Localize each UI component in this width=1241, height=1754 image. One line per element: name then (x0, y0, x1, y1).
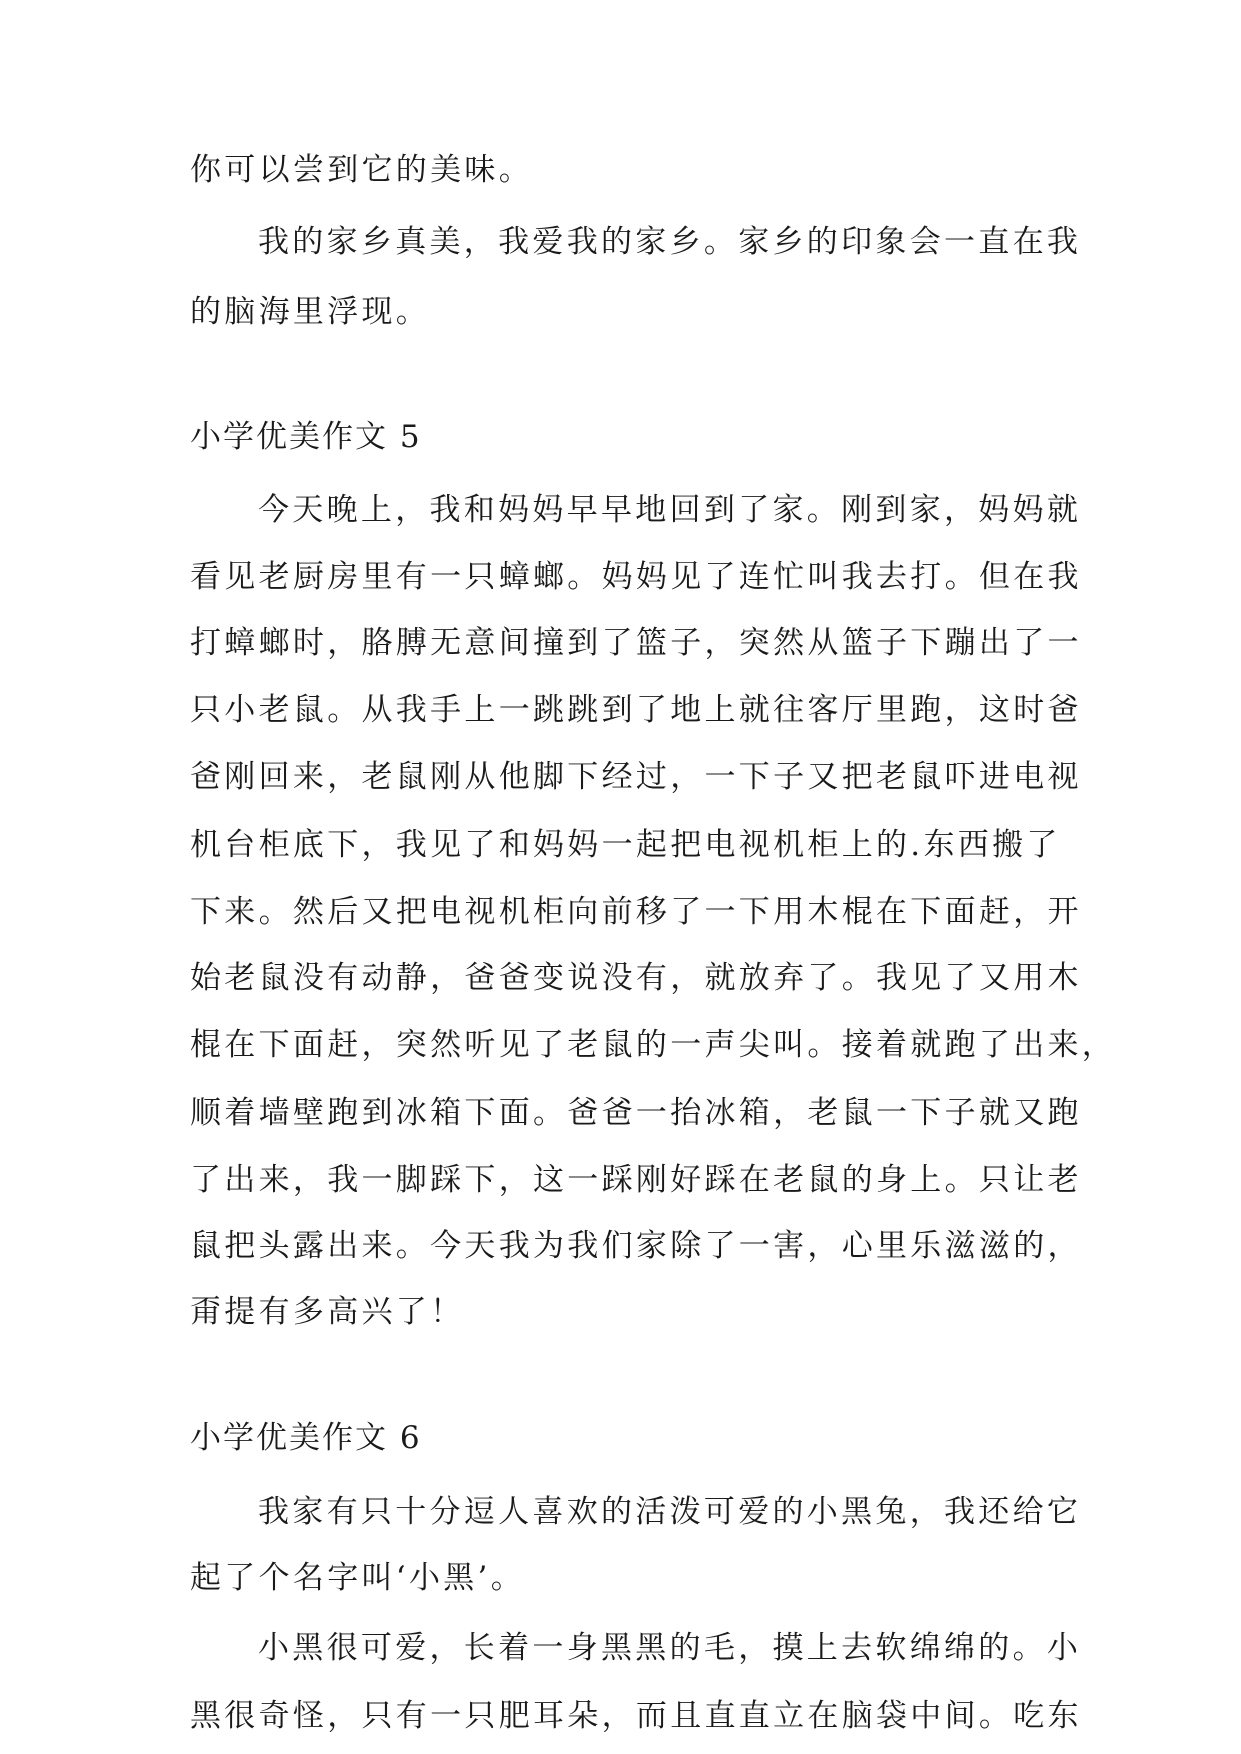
text-line: 你可以尝到它的美味。 (190, 152, 533, 188)
text-line: 起了个名字叫‘小黑’。 (190, 1560, 526, 1596)
text-line: 鼠把头露出来。今天我为我们家除了一害，心里乐滋滋的， (190, 1228, 1082, 1264)
text-line: 甭提有多高兴了！ (190, 1294, 465, 1330)
text-line: 顺着墙壁跑到冰箱下面。爸爸一抬冰箱，老鼠一下子就又跑 (190, 1095, 1082, 1131)
section-heading-5: 小学优美作文 5 (190, 419, 422, 455)
paragraph-start-line: 今天晚上，我和妈妈早早地回到了家。刚到家，妈妈就 (258, 492, 1082, 528)
paragraph-start-line: 小黑很可爱，长着一身黑黑的毛，摸上去软绵绵的。小 (258, 1630, 1082, 1666)
paragraph-start-line: 我家有只十分逗人喜欢的活泼可爱的小黑兔，我还给它 (258, 1494, 1082, 1530)
text-line: 爸刚回来，老鼠刚从他脚下经过，一下子又把老鼠吓进电视 (190, 759, 1082, 795)
paragraph-start-line: 我的家乡真美，我爱我的家乡。家乡的印象会一直在我 (258, 224, 1082, 260)
text-line: 了出来，我一脚踩下，这一踩刚好踩在老鼠的身上。只让老 (190, 1162, 1082, 1198)
text-line: 打蟑螂时，胳膊无意间撞到了篮子，突然从篮子下蹦出了一 (190, 625, 1082, 661)
text-line: 机台柜底下，我见了和妈妈一起把电视机柜上的.东西搬了 (190, 827, 1061, 863)
text-line: 始老鼠没有动静，爸爸变说没有，就放弃了。我见了又用木 (190, 960, 1082, 996)
text-line: 的脑海里浮现。 (190, 294, 431, 330)
text-line: 下来。然后又把电视机柜向前移了一下用木棍在下面赶，开 (190, 894, 1082, 930)
text-line: 只小老鼠。从我手上一跳跳到了地上就往客厅里跑，这时爸 (190, 692, 1082, 728)
section-heading-6: 小学优美作文 6 (190, 1420, 422, 1456)
text-line: 看见老厨房里有一只蟑螂。妈妈见了连忙叫我去打。但在我 (190, 559, 1082, 595)
text-line: 黑很奇怪，只有一只肥耳朵，而且直直立在脑袋中间。吃东 (190, 1698, 1082, 1734)
text-line: 棍在下面赶，突然听见了老鼠的一声尖叫。接着就跑了出来， (190, 1027, 1117, 1063)
